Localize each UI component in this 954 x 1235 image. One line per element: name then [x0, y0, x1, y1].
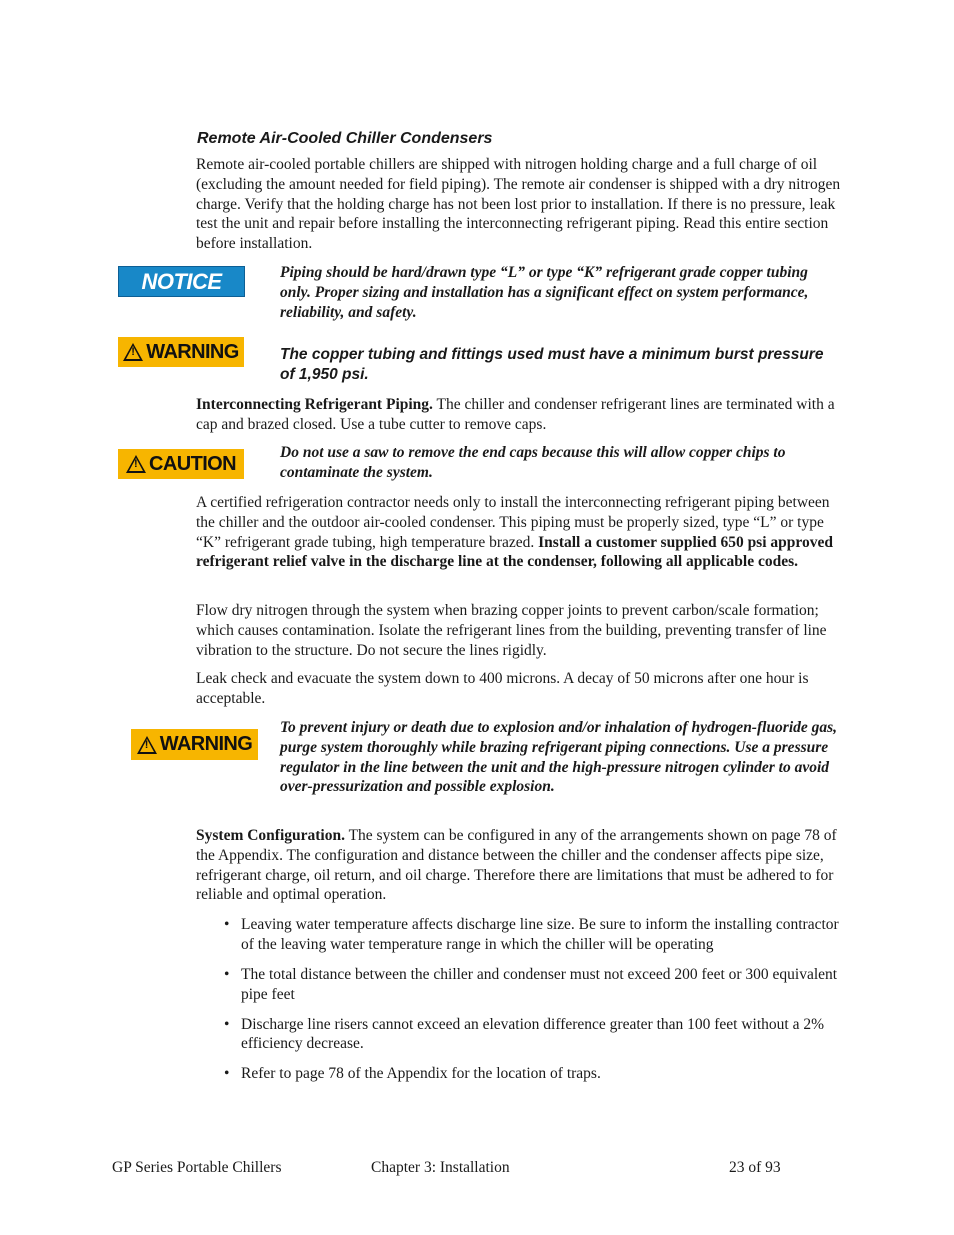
warning-triangle-icon-2: [137, 736, 157, 754]
bullet-icon: •: [224, 1065, 230, 1083]
intro-paragraph: Remote air-cooled portable chillers are shipped with nitrogen holding charge and a full charge of oil (excluding the amount needed for field piping). The remote air condenser is shipped with a dry nitrogen charge. Verify that the holding charge has not been lost prior to installation. If there is no pressure, leak test the unit and repair before installing the interconnecting refrigerant piping. Read this entire section before installation.: [196, 156, 841, 253]
footer-page-number: 23 of 93: [729, 1159, 781, 1176]
caution-badge: [118, 449, 244, 479]
warning-text: The copper tubing and fittings used must have a minimum burst pressure of 1,950 psi.: [280, 346, 824, 383]
contractor-text: A certified refrigeration contractor needs only to install the interconnecting refrigerant piping between the chiller and the outdoor air-cooled condenser. This piping must be properly sized, type “L” or type “K” refrigerant grade tubing, high temperature brazed.: [196, 494, 830, 551]
list-item: • Discharge line risers cannot exceed an elevation difference greater than 100 feet without a 2% efficiency decrease.: [224, 1015, 825, 1053]
system-config-paragraph: [196, 826, 841, 905]
contractor-paragraph: [196, 493, 841, 572]
interconnecting-text: The chiller and condenser refrigerant lines are terminated with a cap and brazed closed. Use a tube cutter to remove caps.: [196, 396, 835, 433]
bullet-icon: •: [224, 965, 230, 983]
warning-label: WARNING: [146, 340, 239, 363]
caution-label: CAUTION: [149, 452, 236, 475]
interconnecting-paragraph: [196, 395, 841, 435]
caution-text: Do not use a saw to remove the end caps because this will allow copper chips to contaminate the system.: [280, 444, 786, 481]
bullet-icon: •: [224, 916, 230, 933]
warning-badge-2: [131, 729, 258, 760]
warning-label-2: WARNING: [159, 733, 253, 755]
notice-badge: [118, 266, 245, 297]
list-item: • Leaving water temperature affects discharge line size. Be sure to inform the installing contractor of the leaving water temperature range in which the chiller will be operating: [224, 916, 839, 953]
system-config-text: The system can be configured in any of the arrangements shown on page 78 of the Appendix. The configuration and distance between the chiller and the condenser affects pipe size, refrigerant charge, oil return, and oil charge. Therefore there are limitations that must be adhered to for reliable and optimal operation.: [196, 827, 837, 904]
nitrogen-paragraph: Flow dry nitrogen through the system when brazing copper joints to prevent carbon/scale formation; which causes contamination. Isolate the refrigerant lines from the building, preventing transfer of line vibration to the structure. Do not secure the lines rigidly.: [196, 602, 827, 659]
bullet-icon: •: [224, 1015, 230, 1033]
system-config-heading: System Configuration.: [196, 827, 345, 844]
notice-label: NOTICE: [141, 268, 222, 294]
warning-badge: [118, 337, 244, 367]
interconnecting-heading: Interconnecting Refrigerant Piping.: [196, 396, 433, 413]
list-item: • The total distance between the chiller and condenser must not exceed 200 feet or 300 equivalent pipe feet: [224, 965, 838, 1003]
caution-triangle-icon: [126, 455, 146, 473]
list-item: • Refer to page 78 of the Appendix for the location of traps.: [224, 1065, 601, 1083]
warning-triangle-icon: [123, 343, 143, 361]
requirements-list: [222, 915, 842, 1094]
contractor-bold-text: Install a customer supplied 650 psi approved refrigerant relief valve in the discharge line at the condenser, following all applicable codes.: [196, 533, 833, 571]
notice-text: Piping should be hard/drawn type “L” or type “K” refrigerant grade copper tubing only. Proper sizing and installation has a significant effect on system performance, reliability, and safety.: [280, 264, 809, 321]
warning-text-2: To prevent injury or death due to explosion and/or inhalation of hydrogen-fluoride gas, purge system thoroughly while brazing refrigerant piping connections. Use a pressure regulator in the line between the unit and the high-pressure nitrogen cylinder to avoid over-pressurization and possible explosion.: [280, 719, 838, 796]
footer-chapter: Chapter 3: Installation: [371, 1159, 510, 1176]
footer-document-title: GP Series Portable Chillers: [112, 1159, 282, 1176]
leak-check-paragraph: Leak check and evacuate the system down to 400 microns. A decay of 50 microns after one hour is acceptable.: [196, 670, 809, 707]
section-title: Remote Air-Cooled Chiller Condensers: [197, 130, 493, 147]
